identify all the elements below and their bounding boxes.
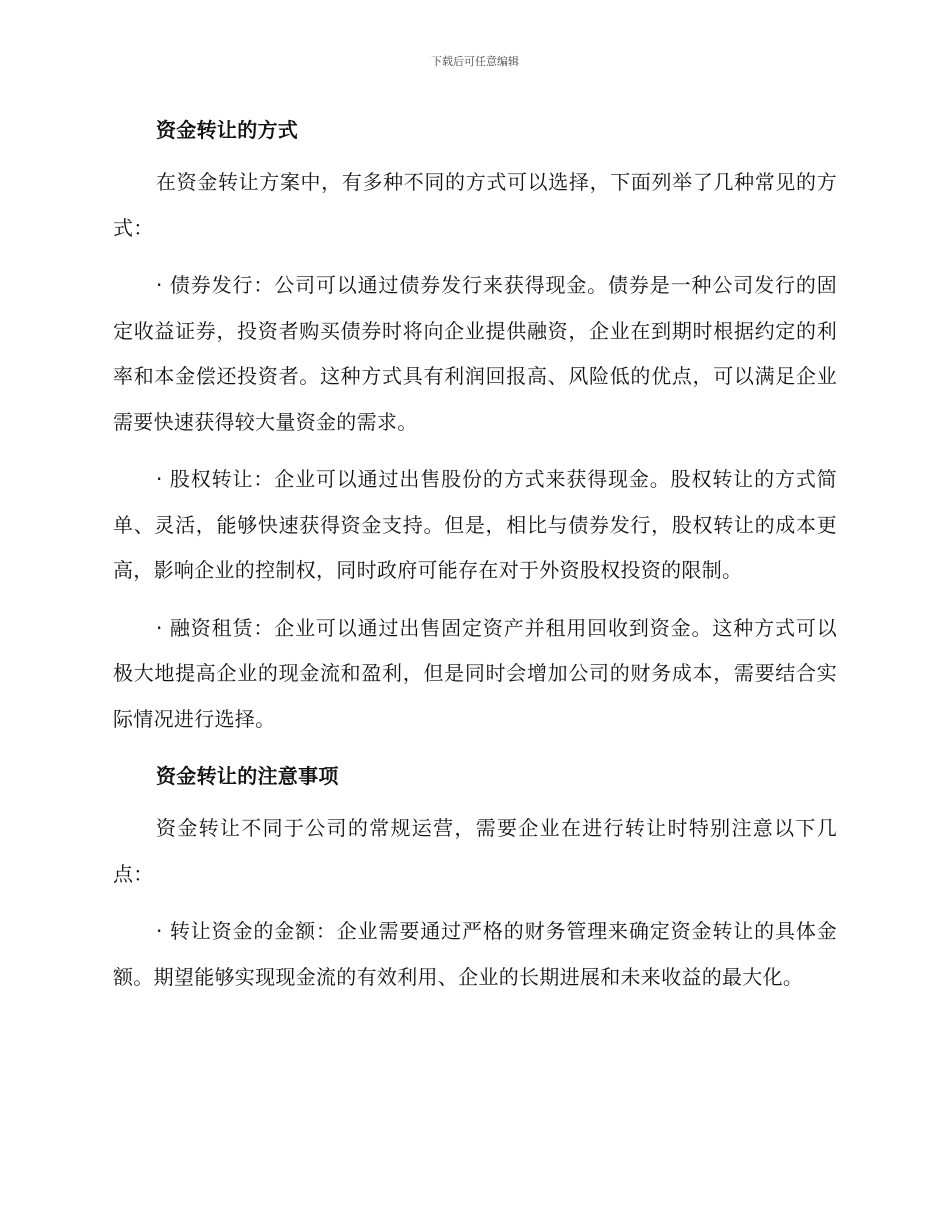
bullet-financial-leasing: · 融资租赁：企业可以通过出售固定资产并租用回收到资金。这种方式可以极大地提高企业的现金流和盈利，但是同时会增加公司的财务成本，需要结合实际情况进行选择。 — [113, 615, 837, 731]
page-header: 下载后可任意编辑 — [431, 55, 519, 68]
document-body — [113, 108, 837, 1000]
bullet-bond-issuance: · 债券发行：公司可以通过债券发行来获得现金。债券是一种公司发行的固定收益证券，投资者购买债券时将向企业提供融资，企业在到期时根据约定的利率和本金偿还投资者。这种方式具有利润回报高、风险低的优点，可以满足企业需要快速获得较大量资金的需求。 — [113, 273, 837, 434]
section-heading-precautions: 资金转让的注意事项 — [156, 764, 339, 788]
section-intro-precautions: 资金转让不同于公司的常规运营，需要企业在进行转让时特别注意以下几点： — [113, 816, 837, 886]
bullet-transfer-amount: · 转让资金的金额：企业需要通过严格的财务管理来确定资金转让的具体金额。期望能够实现现金流的有效利用、企业的长期进展和未来收益的最大化。 — [113, 919, 837, 989]
bullet-equity-transfer: · 股权转让：企业可以通过出售股份的方式来获得现金。股权转让的方式简单、灵活，能够快速获得资金支持。但是，相比与债券发行，股权转让的成本更高，影响企业的控制权，同时政府可能存在对于外资股权投资的限制。 — [113, 467, 837, 582]
section-intro-transfer-methods: 在资金转让方案中，有多种不同的方式可以选择，下面列举了几种常见的方式： — [113, 170, 837, 240]
section-heading-transfer-methods: 资金转让的方式 — [156, 118, 299, 142]
